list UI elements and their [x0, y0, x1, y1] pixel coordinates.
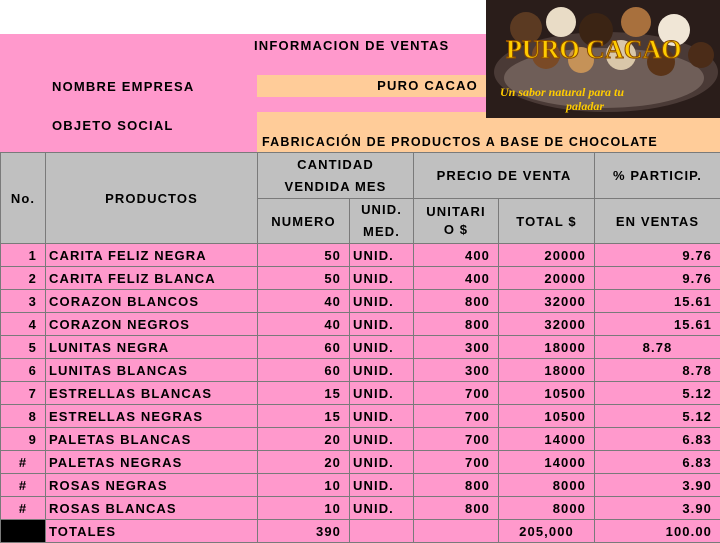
company-value: PURO CACAO	[257, 75, 486, 97]
row-numero: 40	[258, 313, 350, 336]
row-unitario: 800	[414, 313, 499, 336]
totals-numero: 390	[258, 520, 350, 543]
row-unitario: 400	[414, 267, 499, 290]
row-no: #	[1, 497, 46, 520]
row-total: 10500	[499, 382, 595, 405]
table-row	[1, 382, 720, 405]
unitario-line2: O $	[417, 221, 495, 239]
row-producto: PALETAS BLANCAS	[46, 428, 258, 451]
col-header-cantidad	[258, 153, 414, 199]
row-numero: 10	[258, 474, 350, 497]
row-no: 2	[1, 267, 46, 290]
row-total: 14000	[499, 451, 595, 474]
row-no: 3	[1, 290, 46, 313]
table-row	[1, 336, 720, 359]
row-producto: CARITA FELIZ NEGRA	[46, 244, 258, 267]
row-unid: UNID.	[350, 474, 414, 497]
row-unid: UNID.	[350, 451, 414, 474]
row-total: 20000	[499, 267, 595, 290]
unitario-line1: UNITARI	[417, 203, 495, 221]
row-unitario: 700	[414, 382, 499, 405]
row-no: 6	[1, 359, 46, 382]
row-total: 32000	[499, 290, 595, 313]
row-particip: 15.61	[595, 313, 720, 336]
row-total: 14000	[499, 428, 595, 451]
totals-empty-unitario	[414, 520, 499, 543]
col-header-unitario	[414, 199, 499, 244]
row-producto: LUNITAS BLANCAS	[46, 359, 258, 382]
sales-table	[0, 152, 720, 543]
table-row	[1, 267, 720, 290]
row-particip: 3.90	[595, 497, 720, 520]
company-label: NOMBRE EMPRESA	[52, 79, 194, 94]
row-unid: UNID.	[350, 382, 414, 405]
row-unid: UNID.	[350, 244, 414, 267]
table-row	[1, 359, 720, 382]
totals-empty-unid	[350, 520, 414, 543]
table-row	[1, 451, 720, 474]
row-producto: ESTRELLAS BLANCAS	[46, 382, 258, 405]
row-numero: 15	[258, 382, 350, 405]
row-unid: UNID.	[350, 336, 414, 359]
row-total: 10500	[499, 405, 595, 428]
row-unitario: 700	[414, 428, 499, 451]
row-producto: LUNITAS NEGRA	[46, 336, 258, 359]
row-unitario: 800	[414, 290, 499, 313]
row-unitario: 300	[414, 359, 499, 382]
totals-row	[1, 520, 720, 543]
totals-label: TOTALES	[46, 520, 258, 543]
row-producto: CARITA FELIZ BLANCA	[46, 267, 258, 290]
table-row	[1, 244, 720, 267]
row-total: 8000	[499, 474, 595, 497]
row-total: 18000	[499, 336, 595, 359]
row-numero: 20	[258, 451, 350, 474]
row-no: 7	[1, 382, 46, 405]
col-header-precio: PRECIO DE VENTA	[414, 153, 595, 199]
row-total: 32000	[499, 313, 595, 336]
row-particip: 9.76	[595, 267, 720, 290]
col-header-no: No.	[1, 153, 46, 244]
row-total: 18000	[499, 359, 595, 382]
row-producto: ROSAS NEGRAS	[46, 474, 258, 497]
unid-line1: UNID.	[353, 199, 410, 221]
row-numero: 15	[258, 405, 350, 428]
logo-brand-text: PURO CACAO	[506, 35, 682, 64]
row-unitario: 800	[414, 474, 499, 497]
table-row	[1, 313, 720, 336]
row-no: #	[1, 451, 46, 474]
row-particip: 5.12	[595, 405, 720, 428]
row-numero: 50	[258, 267, 350, 290]
row-producto: PALETAS NEGRAS	[46, 451, 258, 474]
row-producto: CORAZON BLANCOS	[46, 290, 258, 313]
unid-line2: MED.	[353, 221, 410, 243]
logo-slogan-line2: paladar	[565, 99, 604, 113]
row-total: 20000	[499, 244, 595, 267]
row-unid: UNID.	[350, 359, 414, 382]
table-row	[1, 428, 720, 451]
table-row	[1, 290, 720, 313]
row-unitario: 800	[414, 497, 499, 520]
sheet-title: INFORMACION DE VENTAS	[254, 38, 449, 53]
row-particip: 6.83	[595, 428, 720, 451]
table-row	[1, 497, 720, 520]
puro-cacao-logo	[486, 0, 720, 118]
row-no: 5	[1, 336, 46, 359]
row-unid: UNID.	[350, 405, 414, 428]
table-row	[1, 474, 720, 497]
row-particip: 3.90	[595, 474, 720, 497]
row-numero: 40	[258, 290, 350, 313]
col-header-numero: NUMERO	[258, 199, 350, 244]
row-unid: UNID.	[350, 497, 414, 520]
totals-black-cell	[1, 520, 46, 543]
table-row	[1, 405, 720, 428]
purpose-value: FABRICACIÓN DE PRODUCTOS A BASE DE CHOCOLATE	[262, 135, 658, 149]
row-particip: 6.83	[595, 451, 720, 474]
row-particip: 5.12	[595, 382, 720, 405]
row-unitario: 400	[414, 244, 499, 267]
row-producto: CORAZON NEGROS	[46, 313, 258, 336]
row-unitario: 300	[414, 336, 499, 359]
logo-slogan-line1: Un sabor natural para tu	[500, 85, 624, 99]
row-unid: UNID.	[350, 313, 414, 336]
row-particip: 8.78	[595, 359, 720, 382]
row-particip: 9.76	[595, 244, 720, 267]
row-particip: 15.61	[595, 290, 720, 313]
row-total: 8000	[499, 497, 595, 520]
row-no: 1	[1, 244, 46, 267]
row-no: 9	[1, 428, 46, 451]
row-producto: ROSAS BLANCAS	[46, 497, 258, 520]
row-numero: 50	[258, 244, 350, 267]
row-particip: 8.78	[595, 336, 720, 359]
row-numero: 20	[258, 428, 350, 451]
col-header-total: TOTAL $	[499, 199, 595, 244]
row-unitario: 700	[414, 405, 499, 428]
row-no: 4	[1, 313, 46, 336]
cantidad-line2: VENDIDA MES	[261, 176, 410, 198]
row-unitario: 700	[414, 451, 499, 474]
purpose-label: OBJETO SOCIAL	[52, 118, 174, 133]
row-unid: UNID.	[350, 428, 414, 451]
row-unid: UNID.	[350, 290, 414, 313]
row-no: #	[1, 474, 46, 497]
row-numero: 60	[258, 336, 350, 359]
cantidad-line1: CANTIDAD	[261, 154, 410, 176]
row-producto: ESTRELLAS NEGRAS	[46, 405, 258, 428]
row-numero: 10	[258, 497, 350, 520]
col-header-unid	[350, 199, 414, 244]
row-unid: UNID.	[350, 267, 414, 290]
row-numero: 60	[258, 359, 350, 382]
totals-total: 205,000	[499, 520, 595, 543]
totals-particip: 100.00	[595, 520, 720, 543]
col-header-productos: PRODUCTOS	[46, 153, 258, 244]
row-no: 8	[1, 405, 46, 428]
col-header-particip: % PARTICIP.	[595, 153, 720, 199]
col-header-en-ventas: EN VENTAS	[595, 199, 720, 244]
